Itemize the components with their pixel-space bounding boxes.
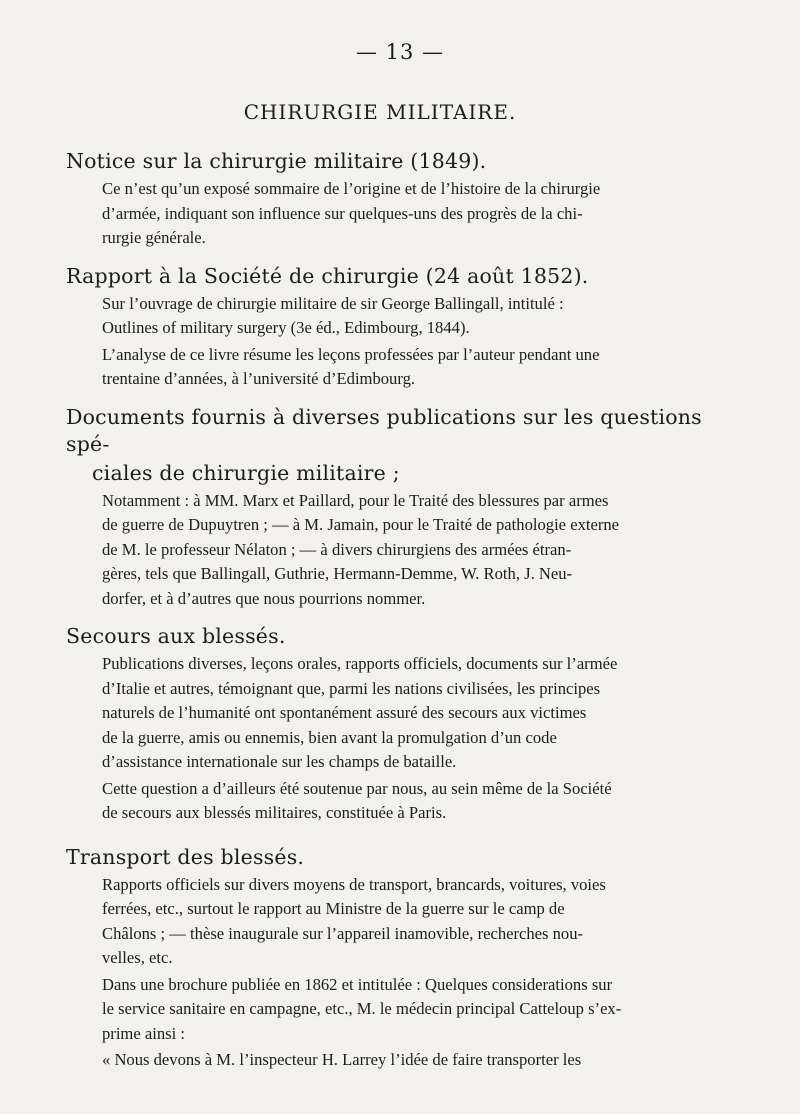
paragraph — [102, 652, 706, 775]
section-transport — [66, 844, 706, 1073]
section-heading: Rapport à la Société de chirurgie (24 août 1852). — [66, 263, 589, 288]
text-line: d’Italie et autres, témoignant que, parmi les nations civilisées, les principes — [102, 678, 601, 698]
chapter-title: CHIRURGIE MILITAIRE. — [243, 100, 517, 124]
paragraph — [102, 873, 706, 971]
paragraph — [102, 489, 706, 612]
section-heading: Notice sur la chirurgie militaire (1849). — [66, 149, 487, 173]
paragraph — [102, 973, 706, 1047]
text-line: Ce n’est qu’un exposé sommaire de l’origine et de l’histoire de la chirurgie — [102, 179, 601, 198]
text-line: « Nous devons à M. l’inspecteur H. Larrey l’idée de faire transporter les — [102, 1050, 582, 1069]
page-number: — 13 — — [355, 40, 445, 64]
text-line: de secours aux blessés militaires, constituée à Paris. — [102, 803, 447, 822]
section-heading: Transport des blessés. — [66, 844, 305, 869]
text-line: le service sanitaire en campagne, etc., M. le médecin principal Catteloup s’ex- — [102, 999, 622, 1018]
text-line: d’armée, indiquant son influence sur quelques-uns des progrès de la chi- — [102, 203, 583, 223]
section-heading: Secours aux blessés. — [66, 624, 286, 648]
text-line: ferrées, etc., surtout le rapport au Ministre de la guerre sur le camp de — [102, 899, 565, 918]
text-line: d’assistance internationale sur les champs de bataille. — [102, 752, 457, 771]
text-line: Dans une brochure publiée en 1862 et intitulée : Quelques considerations sur — [102, 974, 613, 994]
text-line: trentaine d’années, à l’université d’Edimbourg. — [102, 369, 416, 388]
text-line: L’analyse de ce livre résume les leçons professées par l’auteur pendant une — [102, 344, 600, 364]
text-line: Sur l’ouvrage de chirurgie militaire de sir George Ballingall, intitulé : — [102, 293, 564, 313]
sections — [66, 148, 706, 1085]
text-line: Châlons ; — thèse inaugurale sur l’appareil inamovible, recherches nou- — [102, 923, 584, 943]
section-rapport — [66, 263, 706, 392]
paragraph — [102, 1048, 706, 1073]
text-line: velles, etc. — [102, 948, 173, 967]
text-line: prime ainsi : — [102, 1023, 185, 1043]
text-line: Rapports officiels sur divers moyens de transport, brancards, voitures, voies — [102, 874, 606, 894]
section-secours — [66, 623, 706, 826]
text-line: Outlines of military surgery (3e éd., Edimbourg, 1844). — [102, 318, 470, 337]
paragraph — [102, 343, 706, 392]
text-line: dorfer, et à d’autres que nous pourrions nommer. — [102, 588, 426, 608]
section-heading-continued: ciales de chirurgie militaire ; — [92, 460, 400, 485]
paragraph — [102, 777, 706, 826]
text-line: gères, tels que Ballingall, Guthrie, Hermann-Demme, W. Roth, J. Neu- — [102, 564, 573, 583]
paragraph — [102, 292, 706, 341]
text-line: Cette question a d’ailleurs été soutenue par nous, au sein même de la Société — [102, 778, 612, 798]
text-line: Publications diverses, leçons orales, rapports officiels, documents sur l’armée — [102, 654, 618, 673]
paragraph — [102, 177, 706, 251]
text-line: de la guerre, amis ou ennemis, bien avant la promulgation d’un code — [102, 727, 557, 747]
section-notice — [66, 148, 706, 251]
section-documents — [66, 404, 706, 612]
text-line: rurgie générale. — [102, 228, 206, 247]
text-line: de M. le professeur Nélaton ; — à divers chirurgiens des armées étran- — [102, 539, 572, 559]
section-heading: Documents fournis à diverses publications sur les questions spé- — [66, 404, 702, 456]
text-line: de guerre de Dupuytren ; — à M. Jamain, pour le Traité de pathologie externe — [102, 515, 620, 534]
text-line: Notamment : à MM. Marx et Paillard, pour le Traité des blessures par armes — [102, 490, 609, 510]
text-line: naturels de l’humanité ont spontanément assuré des secours aux victimes — [102, 703, 587, 722]
